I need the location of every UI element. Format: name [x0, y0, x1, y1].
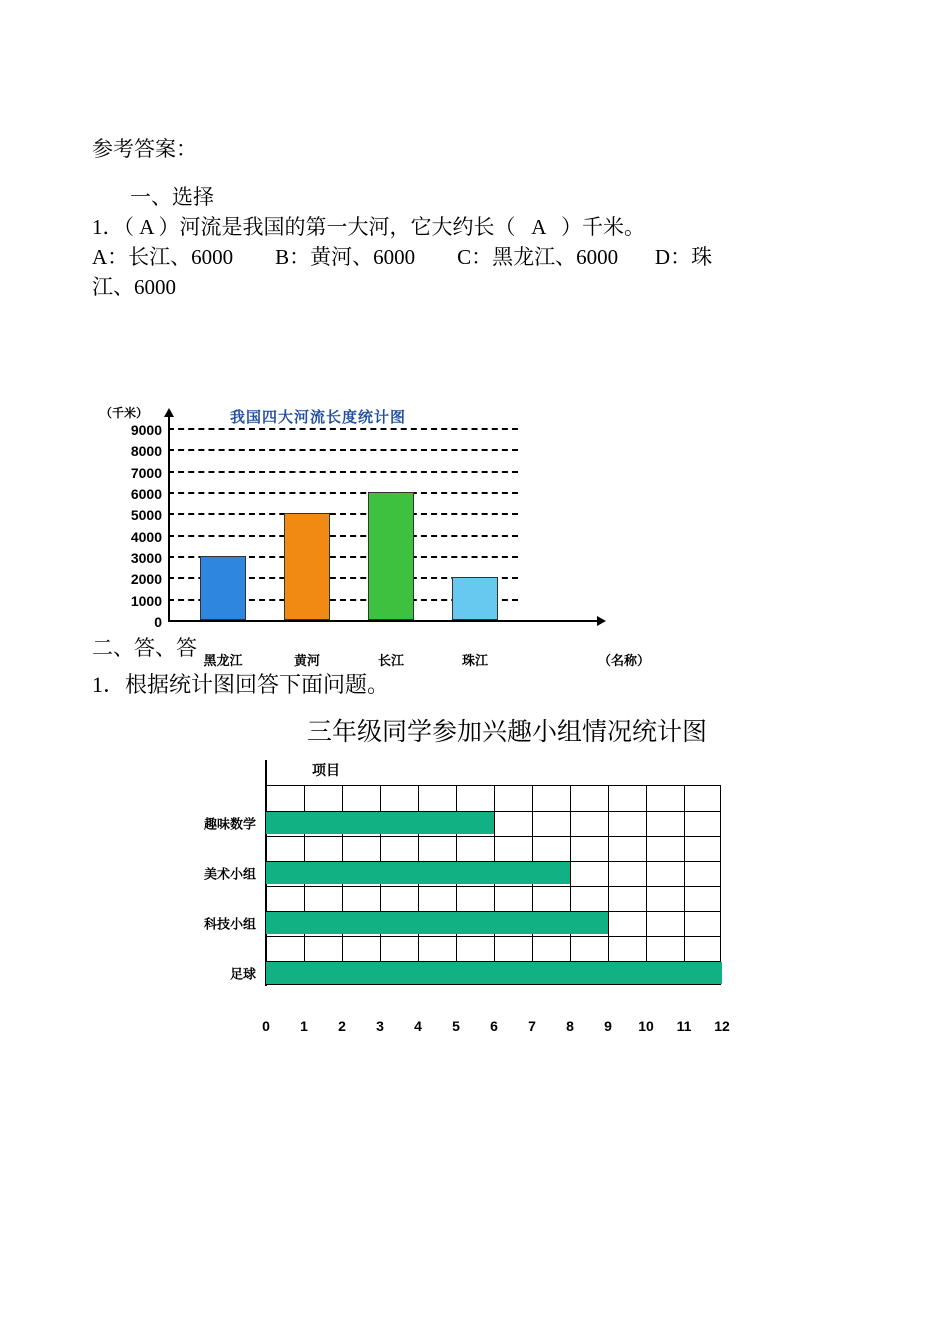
chart2-bar-keji-xiaozu	[266, 912, 608, 934]
chart1-ytick-label: 6000	[130, 486, 162, 502]
chart2-xtick-label: 5	[452, 1018, 460, 1034]
chart1-ytick-label: 3000	[130, 550, 162, 566]
chart2-xtick-label: 11	[676, 1018, 692, 1034]
river-length-bar-chart	[100, 402, 651, 668]
chart1-gridline	[130, 528, 518, 545]
chart2-corner-label: 项目	[312, 762, 340, 778]
chart1-ytick-label: 2000	[130, 571, 162, 588]
chart1-category-label: 珠江	[461, 653, 488, 668]
chart1-gridline	[130, 486, 518, 502]
chart2-gridline-h	[266, 836, 720, 837]
chart1-category-label: 黄河	[293, 653, 320, 668]
chart2-gridline-v	[532, 786, 533, 984]
chart1-gridline	[130, 422, 518, 438]
chart2-bar-meishu-xiaozu	[266, 862, 570, 884]
chart2-gridline-h	[266, 886, 720, 887]
chart1-bar-changjiang	[368, 492, 414, 620]
chart1-title: 我国四大河流长度统计图	[230, 409, 407, 426]
chart1-unit-label: （千米）	[100, 406, 149, 420]
chart1-ytick-label: 4000	[130, 528, 162, 545]
answers-title: 参考答案：	[92, 137, 197, 161]
chart2-xtick-label: 3	[376, 1018, 384, 1034]
chart1-bar-heilongjiang	[200, 556, 246, 620]
chart2-xtick-label: 4	[414, 1018, 422, 1034]
chart1-gridline	[130, 507, 518, 524]
chart1-gridline	[130, 443, 518, 460]
chart2-xtick-label: 1	[300, 1018, 308, 1034]
chart1-category-label: 黑龙江	[203, 653, 243, 668]
chart1-gridline	[154, 614, 518, 630]
chart2-bar-zuqiu	[266, 962, 722, 984]
chart1-ytick-label: 5000	[130, 507, 162, 524]
chart1-bar-zhujiang	[452, 577, 498, 620]
chart2-title: 三年级同学参加兴趣小组情况统计图	[307, 719, 708, 746]
chart2-xtick-label: 7	[528, 1018, 536, 1034]
chart2-xtick-label: 8	[566, 1018, 574, 1034]
chart1-ytick-label: 9000	[130, 422, 162, 438]
chart2-xtick-label: 2	[338, 1018, 346, 1034]
question-1-text: 1．（ A ）河流是我国的第一大河，它大约长（ A ）千米。	[92, 215, 646, 239]
question-1-options-line-1: A：长江、6000 B：黄河、6000 C：黑龙江、6000 D：珠	[92, 245, 713, 269]
chart1-ytick-label: 7000	[130, 464, 162, 481]
interest-group-bar-chart	[180, 760, 800, 1050]
chart2-gridline-v	[684, 786, 685, 984]
question-1-options-line-2: 江、6000	[92, 275, 176, 299]
chart2-category-label: 足球	[229, 966, 256, 982]
chart1-ytick-label: 8000	[130, 443, 162, 460]
chart2-category-label: 美术小组	[203, 866, 256, 882]
chart2-xtick-label: 9	[604, 1018, 612, 1034]
chart1-category-label: 长江	[377, 653, 404, 668]
chart2-category-label: 科技小组	[203, 916, 256, 932]
chart2-gridline-h	[266, 936, 720, 937]
chart1-bar-huanghe	[284, 513, 330, 620]
chart2-plot-area	[203, 785, 730, 1034]
chart2-xtick-label: 10	[638, 1018, 654, 1034]
chart2-category-label: 趣味数学	[203, 816, 256, 832]
chart2-xtick-label: 12	[714, 1018, 730, 1034]
chart2-bar-quwei-shuxue	[266, 812, 494, 834]
chart2-gridline-v	[570, 786, 571, 984]
chart1-gridline	[130, 464, 518, 481]
chart2-gridline-v	[646, 786, 647, 984]
chart1-ytick-label: 1000	[130, 592, 162, 609]
chart2-gridline-v	[608, 786, 609, 984]
section-heading-two: 二、答、答	[92, 636, 197, 660]
section-heading-one: 一、选择	[130, 185, 214, 209]
chart2-xtick-label: 6	[490, 1018, 498, 1034]
chart2-gridline-v	[494, 786, 495, 984]
chart1-ytick-label: 0	[154, 614, 162, 630]
chart2-xtick-label: 0	[262, 1018, 270, 1034]
question-2-text: 1．根据统计图回答下面问题。	[92, 672, 390, 697]
chart1-x-axis-label: （名称）	[598, 653, 651, 668]
